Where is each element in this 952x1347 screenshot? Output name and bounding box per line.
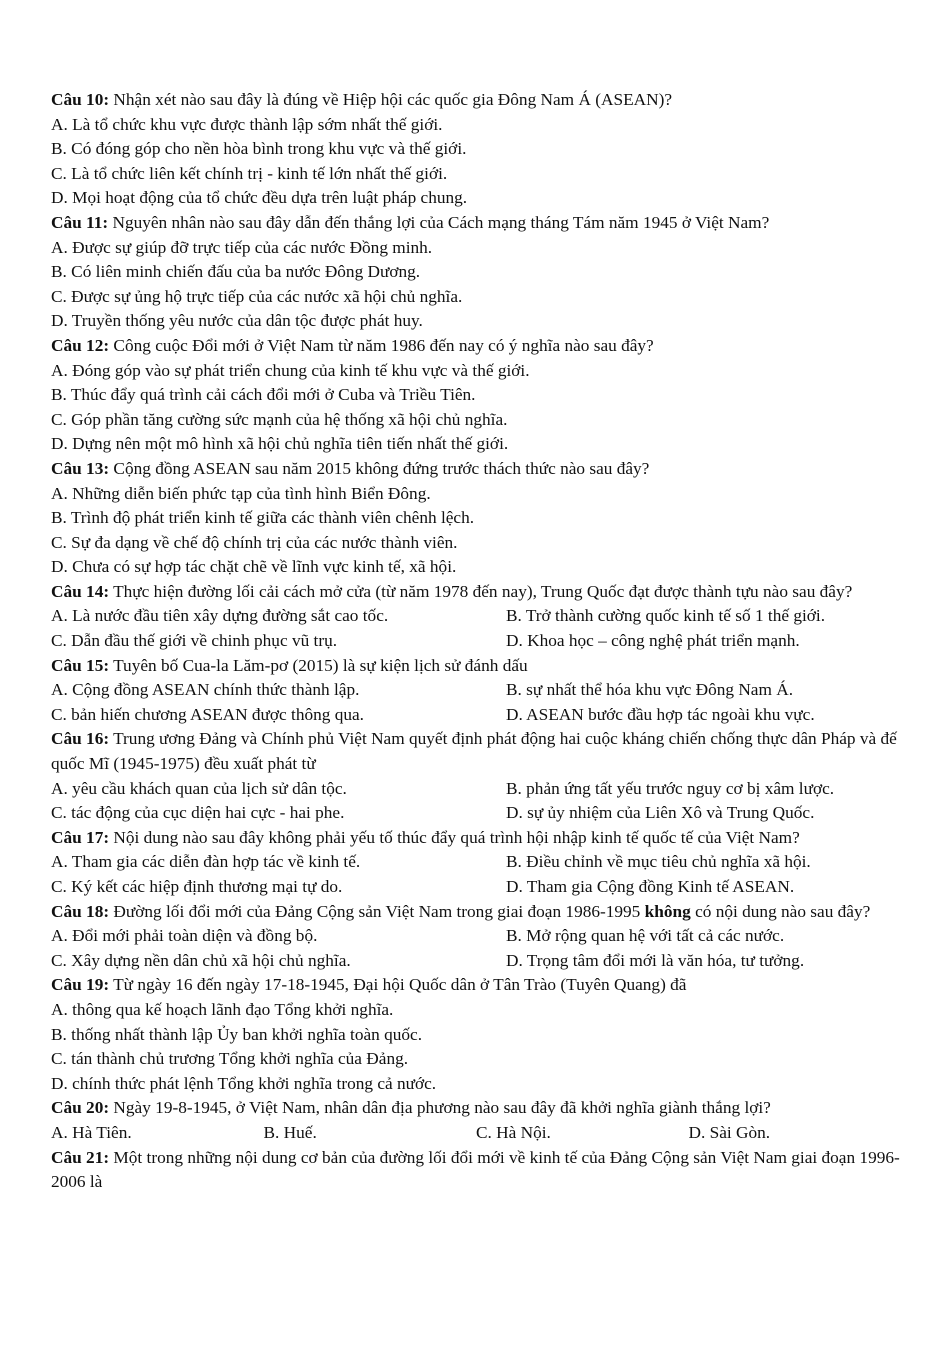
- question-text: Nguyên nhân nào sau đây dẫn đến thắng lợi của Cách mạng tháng Tám năm 1945 ở Việt Nam?: [112, 212, 770, 232]
- question-text: Công cuộc Đổi mới ở Việt Nam từ năm 1986 đến nay có ý nghĩa nào sau đây?: [113, 335, 654, 355]
- option-a: A. Hà Tiên.: [51, 1122, 132, 1142]
- question-20: [51, 1096, 901, 1121]
- question-number: Câu 17:: [51, 827, 110, 847]
- question-number: Câu 15:: [51, 655, 110, 675]
- option-b: B. Trở thành cường quốc kinh tế số 1 thế giới.: [506, 606, 826, 626]
- option-b: B. phản ứng tất yếu trước nguy cơ bị xâm lược.: [506, 778, 835, 798]
- question-text: Đường lối đổi mới của Đảng Cộng sản Việt Nam trong giai đoạn 1986-1995: [113, 901, 641, 921]
- question-number: Câu 13:: [51, 458, 110, 478]
- option-a: A. Cộng đồng ASEAN chính thức thành lập.: [51, 680, 360, 700]
- option-a: A. Tham gia các diễn đàn hợp tác về kinh tế.: [51, 852, 361, 872]
- question-17: [51, 826, 901, 851]
- options-row: [51, 604, 901, 629]
- option-b: B. Trình độ phát triển kinh tế giữa các thành viên chênh lệch.: [51, 508, 475, 528]
- option-b: B. sự nhất thể hóa khu vực Đông Nam Á.: [506, 680, 794, 700]
- question-11: [51, 211, 901, 236]
- options-row: [51, 801, 901, 826]
- question-text: Thực hiện đường lối cải cách mở cửa (từ năm 1978 đến nay), Trung Quốc đạt được thành tựu nào sau đây?: [113, 581, 853, 601]
- question-12: [51, 334, 901, 359]
- options-row: [51, 1121, 901, 1146]
- option-d: D. chính thức phát lệnh Tổng khởi nghĩa trong cả nước.: [51, 1073, 437, 1093]
- emphasis-word: không: [644, 901, 691, 921]
- question-18: [51, 900, 901, 925]
- question-number: Câu 12:: [51, 335, 110, 355]
- exam-document: [51, 88, 901, 1195]
- option-d: D. Trọng tâm đổi mới là văn hóa, tư tưởng.: [506, 950, 805, 970]
- option-c: C. bản hiến chương ASEAN được thông qua.: [51, 704, 364, 724]
- options-row: [51, 949, 901, 974]
- question-10: [51, 88, 901, 113]
- option-a: A. Được sự giúp đỡ trực tiếp của các nước Đồng minh.: [51, 237, 433, 257]
- option-b: B. Mở rộng quan hệ với tất cả các nước.: [506, 926, 785, 946]
- option-c: C. Hà Nội.: [476, 1122, 551, 1142]
- option-b: B. Có liên minh chiến đấu của ba nước Đông Dương.: [51, 262, 421, 282]
- options-row: [51, 777, 901, 802]
- option-c: C. tác động của cục diện hai cực - hai phe.: [51, 803, 345, 823]
- options-row: [51, 629, 901, 654]
- option-c: C. Dẫn đầu thế giới về chinh phục vũ trụ.: [51, 631, 338, 651]
- option-c: C. tán thành chủ trương Tổng khởi nghĩa của Đảng.: [51, 1049, 409, 1069]
- question-text: Từ ngày 16 đến ngày 17-18-1945, Đại hội Quốc dân ở Tân Trào (Tuyên Quang) đã: [113, 975, 687, 995]
- option-d: D. ASEAN bước đầu hợp tác ngoài khu vực.: [506, 704, 815, 724]
- option-c: C. Góp phần tăng cường sức mạnh của hệ thống xã hội chủ nghĩa.: [51, 409, 508, 429]
- question-text: Một trong những nội dung cơ bản của đường lối đổi mới về kinh tế của Đảng Cộng sản Việt Nam giai đoạn 1996-2006 là: [51, 1147, 900, 1192]
- option-c: C. Được sự ủng hộ trực tiếp của các nước xã hội chủ nghĩa.: [51, 286, 463, 306]
- option-d: D. sự ủy nhiệm của Liên Xô và Trung Quốc.: [506, 803, 815, 823]
- option-d: D. Truyền thống yêu nước của dân tộc được phát huy.: [51, 311, 423, 331]
- question-16: [51, 727, 901, 776]
- question-number: Câu 20:: [51, 1098, 110, 1118]
- question-21: [51, 1146, 901, 1195]
- question-text: Trung ương Đảng và Chính phủ Việt Nam quyết định phát động hai cuộc kháng chiến chống thực dân Pháp và đế quốc Mĩ (1945-1975) đều xuất phát từ: [51, 729, 897, 774]
- option-b: B. Thúc đẩy quá trình cải cách đổi mới ở Cuba và Triều Tiên.: [51, 385, 476, 405]
- option-a: A. Là tổ chức khu vực được thành lập sớm nhất thế giới.: [51, 114, 443, 134]
- question-text: Nhận xét nào sau đây là đúng về Hiệp hội các quốc gia Đông Nam Á (ASEAN)?: [113, 90, 673, 109]
- question-number: Câu 11:: [51, 212, 109, 232]
- option-d: D. Sài Gòn.: [688, 1122, 771, 1142]
- option-d: D. Tham gia Cộng đồng Kinh tế ASEAN.: [506, 877, 795, 896]
- options-row: [51, 703, 901, 728]
- question-text-end: có nội dung nào sau đây?: [695, 901, 871, 921]
- question-15: [51, 654, 901, 679]
- question-text: Cộng đồng ASEAN sau năm 2015 không đứng trước thách thức nào sau đây?: [113, 458, 650, 478]
- option-b: B. thống nhất thành lập Ủy ban khởi nghĩa toàn quốc.: [51, 1024, 423, 1044]
- option-a: A. Những diễn biến phức tạp của tình hình Biển Đông.: [51, 483, 431, 503]
- option-b: B. Huế.: [263, 1122, 317, 1142]
- option-d: D. Mọi hoạt động của tổ chức đều dựa trên luật pháp chung.: [51, 188, 468, 208]
- question-text: Tuyên bố Cua-la Lăm-pơ (2015) là sự kiện lịch sử đánh dấu: [113, 655, 528, 675]
- option-c: C. Ký kết các hiệp định thương mại tự do.: [51, 877, 343, 896]
- option-c: C. Xây dựng nền dân chủ xã hội chủ nghĩa.: [51, 950, 351, 970]
- option-c: C. Là tổ chức liên kết chính trị - kinh tế lớn nhất thế giới.: [51, 163, 448, 183]
- option-a: A. Đóng góp vào sự phát triển chung của kinh tế khu vực và thế giới.: [51, 360, 530, 380]
- option-a: A. Là nước đầu tiên xây dựng đường sắt cao tốc.: [51, 606, 389, 626]
- question-13: [51, 457, 901, 482]
- question-text: Nội dung nào sau đây không phải yếu tố thúc đẩy quá trình hội nhập kinh tế quốc tế của Việt Nam?: [113, 827, 800, 847]
- question-number: Câu 14:: [51, 581, 110, 601]
- question-14: [51, 580, 901, 605]
- question-number: Câu 10:: [51, 90, 110, 109]
- option-b: B. Có đóng góp cho nền hòa bình trong khu vực và thế giới.: [51, 139, 467, 159]
- option-d: D. Chưa có sự hợp tác chặt chẽ về lĩnh vực kinh tế, xã hội.: [51, 557, 457, 577]
- options-row: [51, 875, 901, 900]
- question-text: Ngày 19-8-1945, ở Việt Nam, nhân dân địa phương nào sau đây đã khởi nghĩa giành thắng lợi?: [113, 1098, 771, 1118]
- question-number: Câu 21:: [51, 1147, 110, 1167]
- question-19: [51, 973, 901, 998]
- option-a: A. thông qua kế hoạch lãnh đạo Tổng khởi nghĩa.: [51, 999, 394, 1019]
- question-number: Câu 16:: [51, 729, 110, 749]
- question-number: Câu 18:: [51, 901, 110, 921]
- option-a: A. Đổi mới phải toàn diện và đồng bộ.: [51, 926, 318, 946]
- option-a: A. yêu cầu khách quan của lịch sử dân tộc.: [51, 778, 347, 798]
- options-row: [51, 850, 901, 875]
- option-d: D. Dựng nên một mô hình xã hội chủ nghĩa tiên tiến nhất thế giới.: [51, 434, 509, 454]
- option-b: B. Điều chỉnh về mục tiêu chủ nghĩa xã hội.: [506, 852, 811, 872]
- options-row: [51, 924, 901, 949]
- option-d: D. Khoa học – công nghệ phát triển mạnh.: [506, 631, 800, 651]
- question-number: Câu 19:: [51, 975, 110, 995]
- option-c: C. Sự đa dạng về chế độ chính trị của các nước thành viên.: [51, 532, 458, 552]
- options-row: [51, 678, 901, 703]
